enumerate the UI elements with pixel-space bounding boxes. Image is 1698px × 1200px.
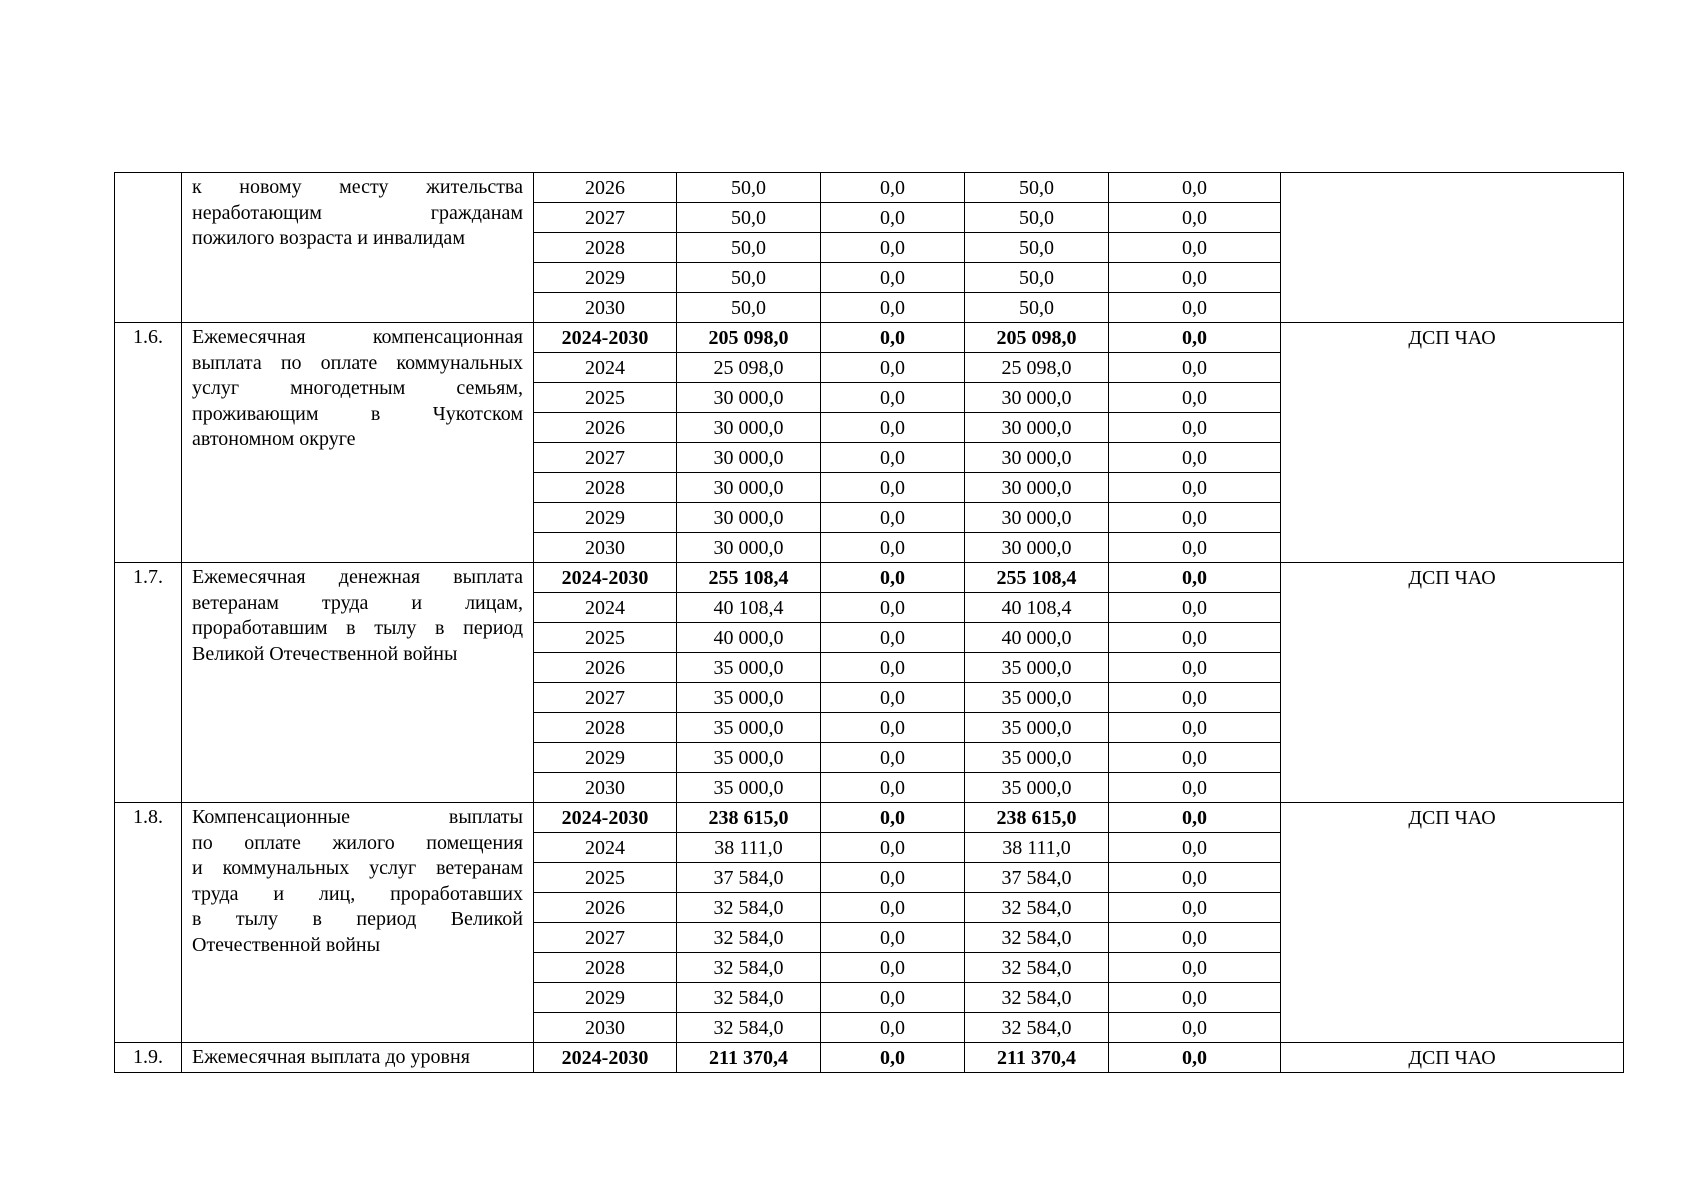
responsible-executor [1281, 173, 1624, 323]
year-cell: 2029 [534, 983, 677, 1013]
measure-name [182, 173, 534, 323]
other-sources-cell: 0,0 [1109, 923, 1281, 953]
regional-budget-cell: 32 584,0 [965, 1013, 1109, 1043]
total-cell: 30 000,0 [677, 503, 821, 533]
total-cell: 35 000,0 [677, 713, 821, 743]
total-cell: 30 000,0 [677, 413, 821, 443]
measure-name-line: автономном округе [192, 428, 356, 450]
responsible-executor: ДСП ЧАО [1281, 323, 1624, 563]
regional-budget-cell: 35 000,0 [965, 713, 1109, 743]
federal-budget-cell: 0,0 [821, 473, 965, 503]
other-sources-cell: 0,0 [1109, 173, 1281, 203]
measure-name-line: Компенсационные выплаты [192, 806, 523, 828]
regional-budget-cell: 205 098,0 [965, 323, 1109, 353]
federal-budget-cell: 0,0 [821, 383, 965, 413]
other-sources-cell: 0,0 [1109, 1013, 1281, 1043]
measure-name-line: Ежемесячная компенсационная [192, 326, 523, 348]
year-cell: 2024 [534, 833, 677, 863]
other-sources-cell: 0,0 [1109, 623, 1281, 653]
measure-name-line: по оплате жилого помещения [192, 831, 523, 854]
total-cell: 211 370,4 [677, 1043, 821, 1073]
other-sources-cell: 0,0 [1109, 293, 1281, 323]
regional-budget-cell: 40 108,4 [965, 593, 1109, 623]
total-cell: 50,0 [677, 263, 821, 293]
year-cell: 2030 [534, 533, 677, 563]
federal-budget-cell: 0,0 [821, 743, 965, 773]
table-body [115, 173, 1624, 1073]
other-sources-cell: 0,0 [1109, 203, 1281, 233]
total-cell: 32 584,0 [677, 923, 821, 953]
federal-budget-cell: 0,0 [821, 353, 965, 383]
federal-budget-cell: 0,0 [821, 1013, 965, 1043]
year-cell: 2029 [534, 503, 677, 533]
federal-budget-cell: 0,0 [821, 833, 965, 863]
measure-name-line: услуг многодетным семьям, [192, 377, 523, 399]
total-cell: 50,0 [677, 293, 821, 323]
regional-budget-cell: 50,0 [965, 293, 1109, 323]
federal-budget-cell: 0,0 [821, 923, 965, 953]
row-number: 1.9. [115, 1043, 182, 1073]
federal-budget-cell: 0,0 [821, 623, 965, 653]
other-sources-cell: 0,0 [1109, 773, 1281, 803]
regional-budget-cell: 32 584,0 [965, 983, 1109, 1013]
total-cell: 32 584,0 [677, 953, 821, 983]
federal-budget-cell: 0,0 [821, 533, 965, 563]
regional-budget-cell: 35 000,0 [965, 653, 1109, 683]
year-cell: 2028 [534, 473, 677, 503]
other-sources-cell: 0,0 [1109, 383, 1281, 413]
total-cell: 35 000,0 [677, 683, 821, 713]
measure-name-line: в тылу в период Великой [192, 908, 523, 930]
federal-budget-cell: 0,0 [821, 893, 965, 923]
total-cell: 40 000,0 [677, 623, 821, 653]
federal-budget-cell: 0,0 [821, 263, 965, 293]
total-cell: 205 098,0 [677, 323, 821, 353]
regional-budget-cell: 38 111,0 [965, 833, 1109, 863]
total-cell: 40 108,4 [677, 593, 821, 623]
regional-budget-cell: 25 098,0 [965, 353, 1109, 383]
measure-name [182, 803, 534, 1043]
table-row [115, 563, 1624, 593]
table-row [115, 803, 1624, 833]
measure-name-line: проработавшим в тылу в период [192, 617, 523, 639]
year-cell: 2025 [534, 383, 677, 413]
total-cell: 35 000,0 [677, 773, 821, 803]
regional-budget-cell: 35 000,0 [965, 773, 1109, 803]
regional-budget-cell: 50,0 [965, 203, 1109, 233]
other-sources-cell: 0,0 [1109, 1043, 1281, 1073]
year-cell: 2028 [534, 233, 677, 263]
federal-budget-cell: 0,0 [821, 233, 965, 263]
other-sources-cell: 0,0 [1109, 803, 1281, 833]
regional-budget-cell: 37 584,0 [965, 863, 1109, 893]
federal-budget-cell: 0,0 [821, 1043, 965, 1073]
measure-name [182, 563, 534, 803]
other-sources-cell: 0,0 [1109, 503, 1281, 533]
federal-budget-cell: 0,0 [821, 773, 965, 803]
other-sources-cell: 0,0 [1109, 953, 1281, 983]
year-cell: 2027 [534, 683, 677, 713]
other-sources-cell: 0,0 [1109, 323, 1281, 353]
table-row [115, 173, 1624, 203]
federal-budget-cell: 0,0 [821, 563, 965, 593]
measure-name-line: проживающим в Чукотском [192, 402, 523, 425]
year-cell: 2024-2030 [534, 803, 677, 833]
row-number: 1.6. [115, 323, 182, 563]
year-cell: 2027 [534, 443, 677, 473]
total-cell: 32 584,0 [677, 893, 821, 923]
federal-budget-cell: 0,0 [821, 713, 965, 743]
table-row [115, 323, 1624, 353]
other-sources-cell: 0,0 [1109, 593, 1281, 623]
year-cell: 2024-2030 [534, 1043, 677, 1073]
federal-budget-cell: 0,0 [821, 203, 965, 233]
regional-budget-cell: 40 000,0 [965, 623, 1109, 653]
year-cell: 2028 [534, 953, 677, 983]
other-sources-cell: 0,0 [1109, 443, 1281, 473]
measure-name-line: к новому месту жительства [192, 176, 523, 198]
total-cell: 25 098,0 [677, 353, 821, 383]
total-cell: 255 108,4 [677, 563, 821, 593]
other-sources-cell: 0,0 [1109, 413, 1281, 443]
measure-name-line: Ежемесячная выплата до уровня [192, 1046, 470, 1068]
federal-budget-cell: 0,0 [821, 173, 965, 203]
year-cell: 2025 [534, 623, 677, 653]
year-cell: 2030 [534, 1013, 677, 1043]
year-cell: 2030 [534, 773, 677, 803]
measure-name-line: Ежемесячная денежная выплата [192, 566, 523, 588]
year-cell: 2027 [534, 923, 677, 953]
federal-budget-cell: 0,0 [821, 803, 965, 833]
regional-budget-cell: 35 000,0 [965, 683, 1109, 713]
federal-budget-cell: 0,0 [821, 293, 965, 323]
measure-name-line: и коммунальных услуг ветеранам [192, 857, 523, 879]
total-cell: 35 000,0 [677, 653, 821, 683]
year-cell: 2029 [534, 743, 677, 773]
other-sources-cell: 0,0 [1109, 533, 1281, 563]
total-cell: 50,0 [677, 203, 821, 233]
measure-name-line: Великой Отечественной войны [192, 642, 458, 665]
total-cell: 35 000,0 [677, 743, 821, 773]
row-number: 1.8. [115, 803, 182, 1043]
year-cell: 2028 [534, 713, 677, 743]
other-sources-cell: 0,0 [1109, 563, 1281, 593]
year-cell: 2029 [534, 263, 677, 293]
federal-budget-cell: 0,0 [821, 863, 965, 893]
regional-budget-cell: 30 000,0 [965, 533, 1109, 563]
regional-budget-cell: 211 370,4 [965, 1043, 1109, 1073]
other-sources-cell: 0,0 [1109, 893, 1281, 923]
year-cell: 2024 [534, 593, 677, 623]
federal-budget-cell: 0,0 [821, 323, 965, 353]
regional-budget-cell: 30 000,0 [965, 413, 1109, 443]
measure-name [182, 323, 534, 563]
total-cell: 32 584,0 [677, 983, 821, 1013]
federal-budget-cell: 0,0 [821, 593, 965, 623]
year-cell: 2026 [534, 413, 677, 443]
regional-budget-cell: 30 000,0 [965, 383, 1109, 413]
year-cell: 2024 [534, 353, 677, 383]
measure-name-line: труда и лиц, проработавших [192, 882, 523, 905]
total-cell: 32 584,0 [677, 1013, 821, 1043]
other-sources-cell: 0,0 [1109, 713, 1281, 743]
regional-budget-cell: 238 615,0 [965, 803, 1109, 833]
year-cell: 2027 [534, 203, 677, 233]
other-sources-cell: 0,0 [1109, 653, 1281, 683]
measure-name-line: Отечественной войны [192, 933, 381, 956]
responsible-executor: ДСП ЧАО [1281, 563, 1624, 803]
other-sources-cell: 0,0 [1109, 353, 1281, 383]
federal-budget-cell: 0,0 [821, 503, 965, 533]
responsible-executor: ДСП ЧАО [1281, 1043, 1624, 1073]
federal-budget-cell: 0,0 [821, 683, 965, 713]
row-number [115, 173, 182, 323]
total-cell: 238 615,0 [677, 803, 821, 833]
year-cell: 2024-2030 [534, 323, 677, 353]
total-cell: 50,0 [677, 233, 821, 263]
regional-budget-cell: 30 000,0 [965, 503, 1109, 533]
total-cell: 38 111,0 [677, 833, 821, 863]
other-sources-cell: 0,0 [1109, 743, 1281, 773]
responsible-executor: ДСП ЧАО [1281, 803, 1624, 1043]
other-sources-cell: 0,0 [1109, 473, 1281, 503]
program-funding-table [114, 172, 1624, 1073]
other-sources-cell: 0,0 [1109, 983, 1281, 1013]
year-cell: 2026 [534, 893, 677, 923]
year-cell: 2024-2030 [534, 563, 677, 593]
row-number: 1.7. [115, 563, 182, 803]
regional-budget-cell: 50,0 [965, 173, 1109, 203]
year-cell: 2030 [534, 293, 677, 323]
federal-budget-cell: 0,0 [821, 443, 965, 473]
measure-name-line: пожилого возраста и инвалидам [192, 227, 465, 249]
regional-budget-cell: 255 108,4 [965, 563, 1109, 593]
regional-budget-cell: 32 584,0 [965, 953, 1109, 983]
measure-name-line: ветеранам труда и лицам, [192, 591, 523, 614]
total-cell: 50,0 [677, 173, 821, 203]
other-sources-cell: 0,0 [1109, 263, 1281, 293]
federal-budget-cell: 0,0 [821, 983, 965, 1013]
measure-name-line: неработающим гражданам [192, 201, 523, 224]
regional-budget-cell: 50,0 [965, 263, 1109, 293]
regional-budget-cell: 35 000,0 [965, 743, 1109, 773]
total-cell: 37 584,0 [677, 863, 821, 893]
regional-budget-cell: 30 000,0 [965, 473, 1109, 503]
regional-budget-cell: 50,0 [965, 233, 1109, 263]
other-sources-cell: 0,0 [1109, 233, 1281, 263]
federal-budget-cell: 0,0 [821, 413, 965, 443]
regional-budget-cell: 32 584,0 [965, 923, 1109, 953]
other-sources-cell: 0,0 [1109, 863, 1281, 893]
total-cell: 30 000,0 [677, 473, 821, 503]
table-row [115, 1043, 1624, 1073]
measure-name-line: выплата по оплате коммунальных [192, 351, 523, 374]
other-sources-cell: 0,0 [1109, 833, 1281, 863]
total-cell: 30 000,0 [677, 533, 821, 563]
measure-name [182, 1043, 534, 1073]
total-cell: 30 000,0 [677, 443, 821, 473]
regional-budget-cell: 30 000,0 [965, 443, 1109, 473]
federal-budget-cell: 0,0 [821, 653, 965, 683]
federal-budget-cell: 0,0 [821, 953, 965, 983]
year-cell: 2026 [534, 653, 677, 683]
regional-budget-cell: 32 584,0 [965, 893, 1109, 923]
year-cell: 2025 [534, 863, 677, 893]
other-sources-cell: 0,0 [1109, 683, 1281, 713]
total-cell: 30 000,0 [677, 383, 821, 413]
year-cell: 2026 [534, 173, 677, 203]
